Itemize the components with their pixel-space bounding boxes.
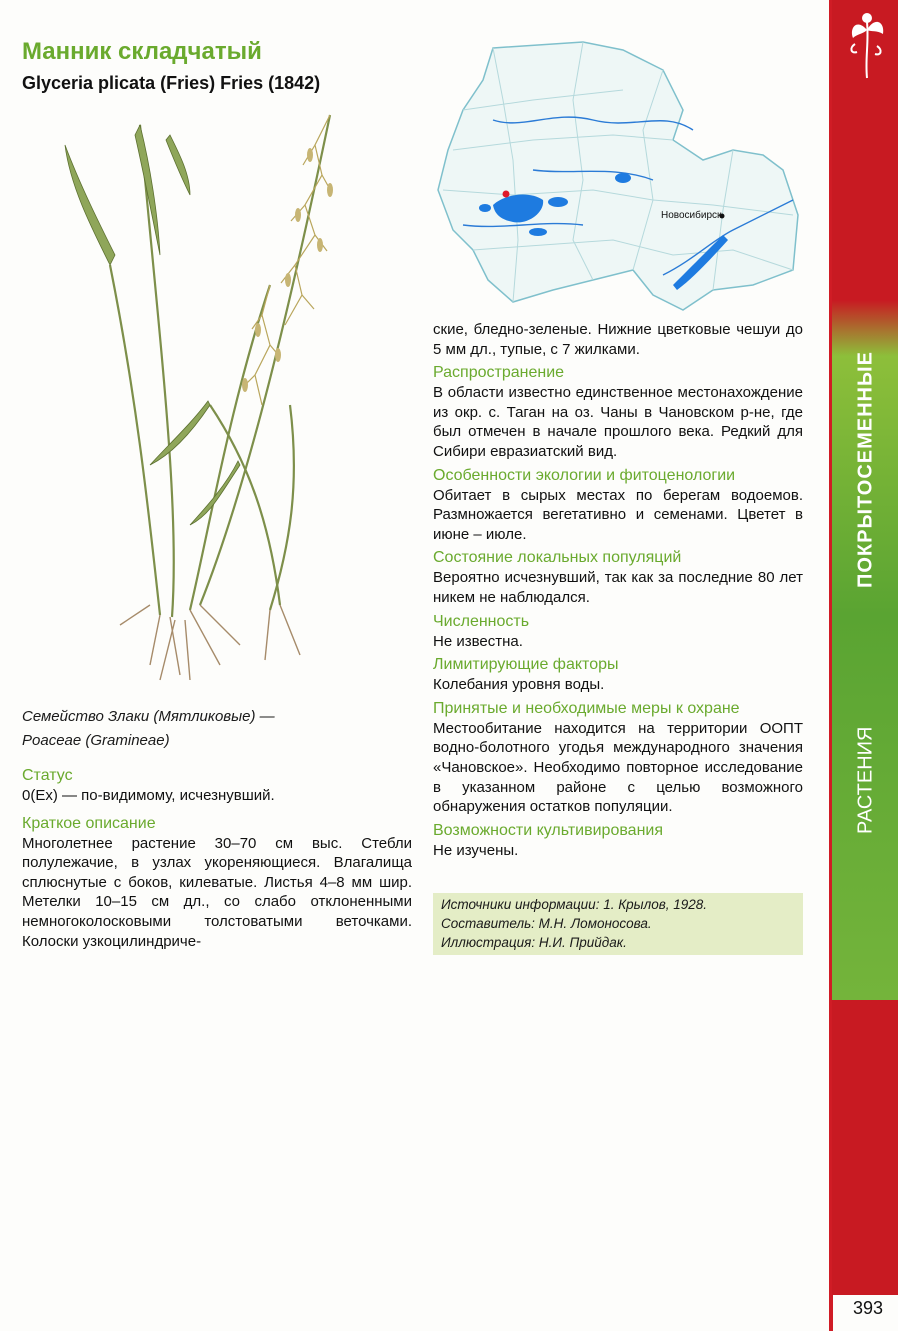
- compiler-line: Составитель: М.Н. Ломоносова.: [441, 916, 652, 931]
- family-block: [22, 705, 412, 753]
- left-column: [22, 766, 412, 951]
- section-protection: [433, 699, 803, 817]
- description-heading: Краткое описание: [22, 814, 156, 832]
- side-tab-label-top: ПОКРЫТОСЕМЕННЫЕ: [854, 351, 877, 589]
- status-text: 0(Ех) — по-видимому, исчезнувший.: [22, 787, 275, 804]
- status-heading: Статус: [22, 767, 73, 784]
- section-limiting-factors: [433, 655, 803, 695]
- sources-line: Источники информации: 1. Крылов, 1928.: [441, 897, 708, 912]
- plant-illustration: [40, 105, 340, 685]
- section-heading: Численность: [433, 612, 530, 630]
- section-text: Колебания уровня воды.: [433, 676, 605, 694]
- illustrator-line: Иллюстрация: Н.И. Прийдак.: [441, 935, 627, 950]
- side-tab-label-bottom: РАСТЕНИЯ: [854, 726, 877, 834]
- right-column: [433, 320, 803, 864]
- section-ecology: [433, 466, 803, 545]
- section-populations: [433, 548, 803, 607]
- description-continuation: ские, бледно-зеленые. Нижние цветковые чешуи до 5 мм дл., тупые, с 7 жилками.: [433, 321, 803, 358]
- section-text: Обитает в сырых местах по берегам водоемов. Размножается вегетативно и семенами. Цветет в июне – июле.: [433, 486, 803, 543]
- section-cultivation: [433, 821, 803, 861]
- distribution-map: [433, 40, 805, 315]
- section-heading: Особенности экологии и фитоценологии: [433, 466, 736, 484]
- page-number: 393: [852, 1298, 884, 1318]
- family-line1: Семейство Злаки (Мятликовые) —: [22, 708, 275, 725]
- section-heading: Распространение: [433, 364, 565, 382]
- section-text: Вероятно исчезнувший, так как за последние 80 лет никем не наблюдался.: [433, 569, 803, 606]
- section-heading: Принятые и необходимые меры к охране: [433, 699, 740, 717]
- species-title: Манник складчатый: [22, 38, 262, 65]
- section-distribution: [433, 363, 803, 461]
- section-heading: Возможности культивирования: [433, 821, 663, 839]
- section-text: Местообитание находится на территории ООПТ водно-болотного угодья международного значения «Чановское». Необходимо повторное исследование в указанном районе с целью возможного обнаружения остатков популяции.: [433, 719, 803, 816]
- section-text: В области известно единственное местонахождение из окр. с. Таган на оз. Чаны в Чановском р-не, где был отмечен в начале прошлого века. Редкий для Сибири евразиатский вид.: [433, 384, 803, 460]
- description-text: Многолетнее растение 30–70 см выс. Стебли полулежачие, в узлах укореняющиеся. Влагалища сплюснутые с боков, килеватые. Листья 4–8 мм шир. Метелки 10–15 см дл., со слабо отклоненными немногоколосковыми толстоватыми веточками. Колоски узкоцилиндриче-: [22, 834, 412, 950]
- family-line2: Poaceae (Gramineae): [22, 732, 170, 749]
- map-city-label: Новосибирск: [661, 210, 722, 221]
- section-heading: Состояние локальных популяций: [433, 549, 682, 567]
- section-text: Не известна.: [433, 632, 523, 650]
- orchid-flower-icon: [845, 8, 889, 80]
- section-text: Не изучены.: [433, 841, 519, 859]
- section-abundance: [433, 612, 803, 652]
- latin-name: Glyceria plicata (Fries) Fries (1842): [22, 73, 321, 93]
- sources-box: [433, 893, 803, 955]
- section-heading: Лимитирующие факторы: [433, 656, 619, 674]
